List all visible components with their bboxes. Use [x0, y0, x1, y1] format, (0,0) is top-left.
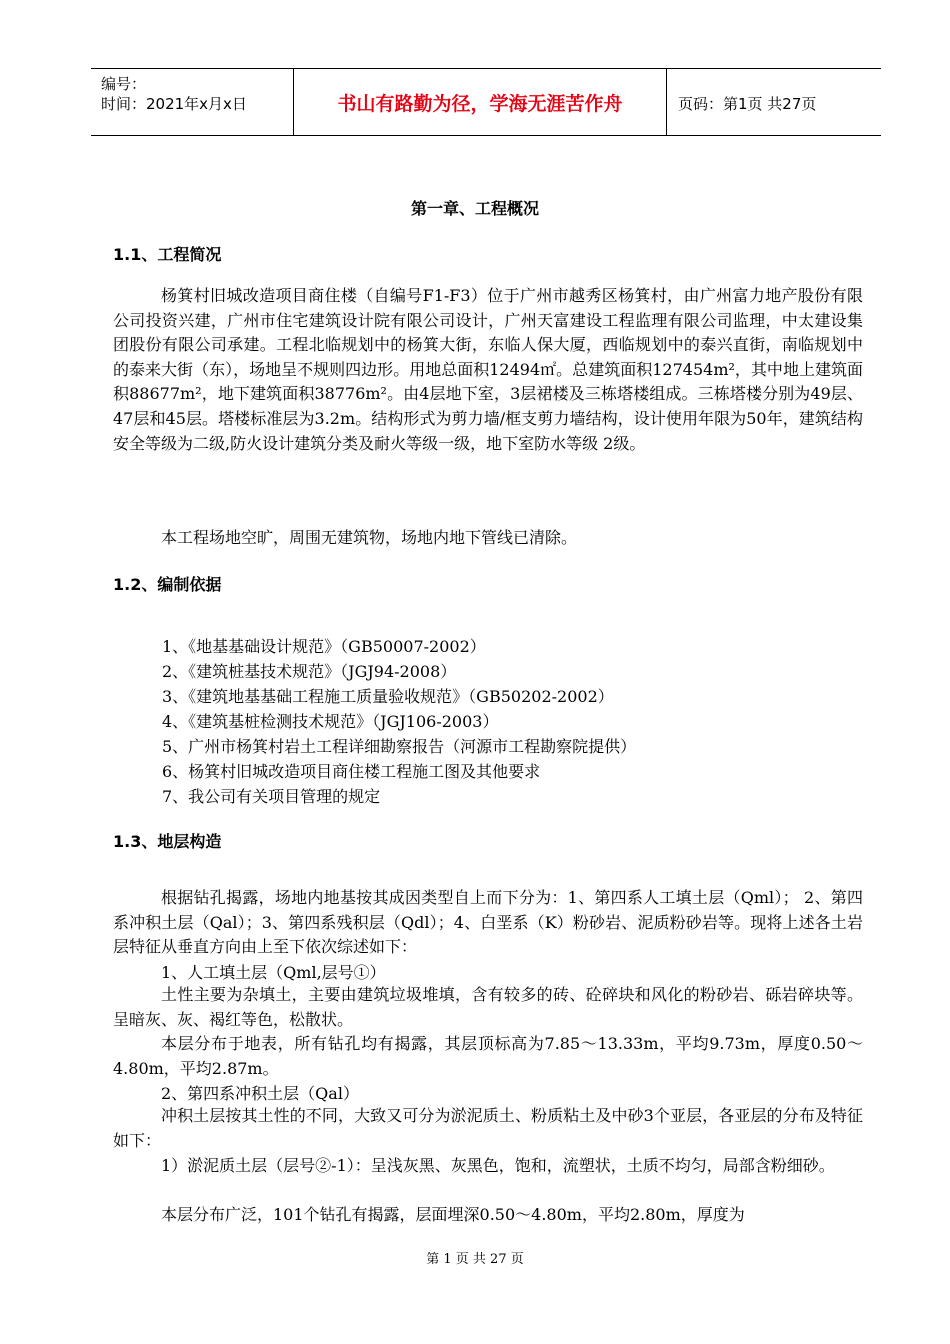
paragraph-fill-distribution: 本层分布于地表，所有钻孔均有揭露，其层顶标高为7.85～13.33m，平均9.73m，厚度0.50～4.80m，平均2.87m。: [113, 1034, 863, 1078]
header-left-cell: [91, 69, 293, 135]
section-heading-1-2: 1.2、编制依据: [113, 575, 222, 594]
paragraph-site: 本工程场地空旷，周围无建筑物，场地内地下管线已清除。: [161, 528, 578, 547]
paragraph-silt: 1）淤泥质土层（层号②-1）：呈浅灰黑、灰黑色，饱和，流塑状，土质不均匀，局部含粉细砂。: [161, 1156, 835, 1175]
page-info: 页码：第1页 共27页: [678, 95, 817, 113]
section-heading-1-1: 1.1、工程简况: [113, 245, 222, 264]
paragraph-fill-soil: 土性主要为杂填土，主要由建筑垃圾堆填，含有较多的砖、砼碎块和风化的粉砂岩、砾岩碎块等。呈暗灰、灰、褐红等色，松散状。: [113, 985, 863, 1029]
document-header: [91, 68, 881, 136]
header-right-cell: [666, 69, 881, 135]
motto: 书山有路勤为径，学海无涯苦作舟: [337, 93, 623, 115]
time-label: 时间：2021年x月x日: [101, 95, 247, 113]
header-middle-cell: [293, 69, 667, 135]
reference-item: 7、我公司有关项目管理的规定: [162, 787, 381, 806]
reference-item: 4、《建筑基桩检测技术规范》（JGJ106-2003）: [162, 712, 499, 731]
reference-item: 2、《建筑桩基技术规范》（JGJ94-2008）: [162, 662, 457, 681]
reference-item: 3、《建筑地基基础工程施工质量验收规范》（GB50202-2002）: [162, 687, 614, 706]
paragraph-silt-distribution: 本层分布广泛，101个钻孔有揭露，层面埋深0.50～4.80m，平均2.80m，厚度为: [161, 1205, 745, 1224]
strata-item-2: 2、第四系冲积土层（Qal）: [161, 1084, 359, 1103]
reference-item: 5、广州市杨箕村岩土工程详细勘察报告（河源市工程勘察院提供）: [162, 737, 637, 756]
reference-item: 6、杨箕村旧城改造项目商住楼工程施工图及其他要求: [162, 762, 541, 781]
chapter-title: 第一章、工程概况: [410, 199, 539, 218]
page-footer: 第 1 页 共 27 页: [426, 1252, 524, 1267]
section-heading-1-3: 1.3、地层构造: [113, 832, 222, 851]
serial-label: 编号：: [101, 75, 147, 93]
strata-item-1: 1、人工填土层（Qml,层号①）: [161, 963, 386, 982]
paragraph-alluvial: 冲积土层按其土性的不同，大致又可分为淤泥质土、粉质粘土及中砂3个亚层，各亚层的分布及特征如下：: [113, 1106, 863, 1150]
reference-item: 1、《地基基础设计规范》（GB50007-2002）: [162, 637, 486, 656]
paragraph-overview: 杨箕村旧城改造项目商住楼（自编号F1-F3）位于广州市越秀区杨箕村，由广州富力地产股份有限公司投资兴建，广州市住宅建筑设计院有限公司设计，广州天富建设工程监理有限公司监理，中太建设集团股份有限公司承建。工程北临规划中的杨箕大街，东临人保大厦，西临规划中的泰兴直街，南临规划中的泰来大街（东），场地呈不规则四边形。用地总面积12494㎡。总建筑面积127454m²，其中地上建筑面积88677m²，地下建筑面积38776m²。由4层地下室，3层裙楼及三栋塔楼组成。三栋塔楼分别为49层、47层和45层。塔楼标准层为3.2m。结构形式为剪力墙/框支剪力墙结构，设计使用年限为50年，建筑结构安全等级为二级,防火设计建筑分类及耐火等级一级，地下室防水等级 2级。: [113, 286, 863, 453]
paragraph-strata-intro: 根据钻孔揭露，场地内地基按其成因类型自上而下分为：1、第四系人工填土层（Qml）； 2、第四系冲积土层（Qal）；3、第四系残积层（Qdl）；4、白垩系（K）粉砂岩、泥质粉砂岩等。现将上述各土岩层特征从垂直方向由上至下依次综述如下：: [113, 888, 863, 957]
